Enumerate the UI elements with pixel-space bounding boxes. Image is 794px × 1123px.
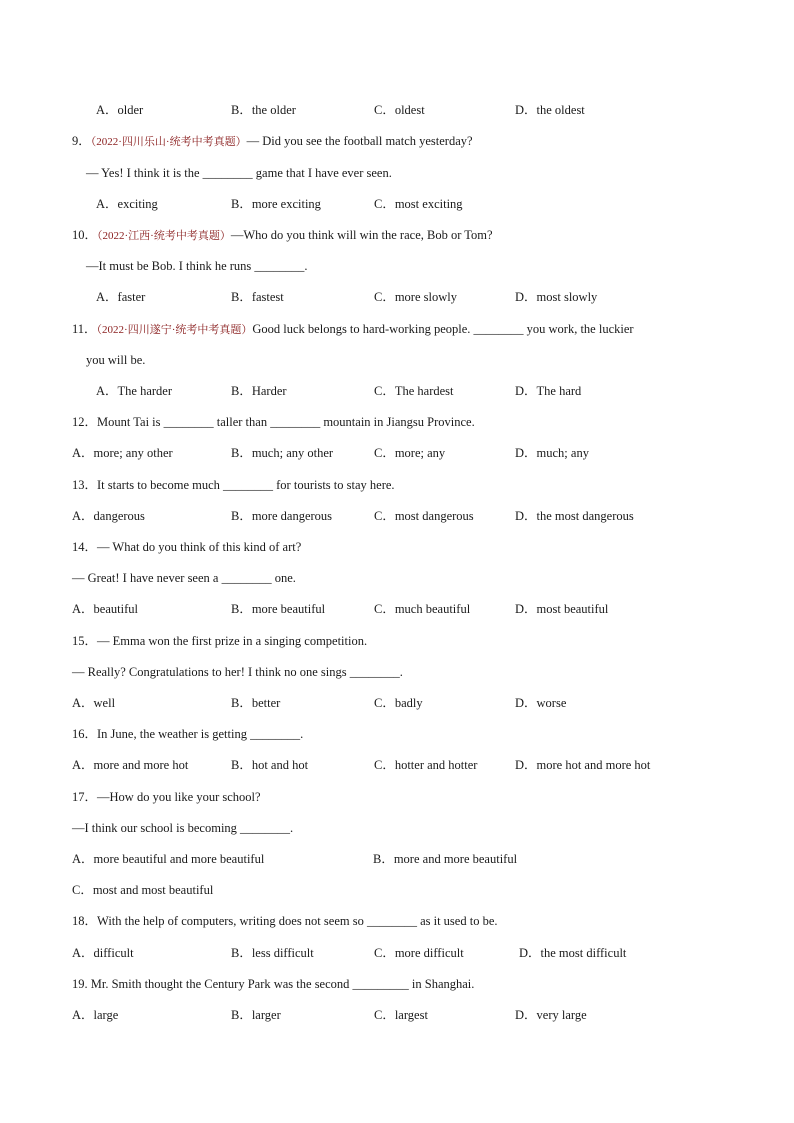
question-source: （2022·四川遂宁·统考中考真题） xyxy=(96,324,253,336)
option-c: C．more difficult xyxy=(374,946,464,960)
question-stem: In June, the weather is getting ________. xyxy=(97,727,304,741)
question-stem-line2: —It must be Bob. I think he runs ________. xyxy=(86,259,308,273)
question-number: 19. xyxy=(72,977,88,991)
question-stem-line2: you will be. xyxy=(86,353,146,367)
option-a: A．beautiful xyxy=(72,602,138,616)
option-c: C．most exciting xyxy=(374,197,463,211)
question-source: （2022·四川乐山·统考中考真题） xyxy=(90,136,247,148)
option-a: A．faster xyxy=(96,290,146,304)
option-c: C．more; any xyxy=(374,446,446,460)
option-b: B．better xyxy=(231,696,281,710)
question-number: 13． xyxy=(72,478,98,492)
question-stem: —How do you like your school? xyxy=(97,790,261,804)
option-c: C．badly xyxy=(374,696,423,710)
option-a: A．exciting xyxy=(96,197,158,211)
option-a: A．more and more hot xyxy=(72,758,189,772)
option-d: D．much; any xyxy=(515,446,589,460)
question-stem-line2: —I think our school is becoming ________. xyxy=(72,821,294,835)
option-b: B．more beautiful xyxy=(231,602,326,616)
option-d: D．the most difficult xyxy=(519,946,627,960)
question-stem: — Did you see the football match yesterday? xyxy=(246,134,473,148)
option-d: D．most beautiful xyxy=(515,602,609,616)
question-stem: Mr. Smith thought the Century Park was the second _________ in Shanghai. xyxy=(90,977,475,991)
option-c: C．much beautiful xyxy=(374,602,471,616)
question-stem: — What do you think of this kind of art? xyxy=(97,540,302,554)
question-stem: Mount Tai is ________ taller than ________ mountain in Jiangsu Province. xyxy=(97,415,475,429)
question-number: 17． xyxy=(72,790,98,804)
question-stem: With the help of computers, writing does not seem so ________ as it used to be. xyxy=(97,914,498,928)
option-a: A．older xyxy=(96,103,144,117)
option-d: D．the oldest xyxy=(515,103,585,117)
question-number: 10． xyxy=(72,228,98,242)
question-number: 12． xyxy=(72,415,98,429)
question-number: 14． xyxy=(72,540,98,554)
question-number: 16． xyxy=(72,727,98,741)
question-stem: — Emma won the first prize in a singing competition. xyxy=(97,634,368,648)
option-c: C．The hardest xyxy=(374,384,454,398)
option-c: C．most dangerous xyxy=(374,509,474,523)
option-d: D．The hard xyxy=(515,384,582,398)
option-b: B．more dangerous xyxy=(231,509,333,523)
option-c: C．more slowly xyxy=(374,290,457,304)
question-stem-line2: — Really? Congratulations to her! I think no one sings ________. xyxy=(72,665,403,679)
option-c: C．hotter and hotter xyxy=(374,758,478,772)
question-stem: It starts to become much ________ for tourists to stay here. xyxy=(97,478,395,492)
question-number: 9． xyxy=(72,134,91,148)
question-number: 18． xyxy=(72,914,98,928)
option-d: D．very large xyxy=(515,1008,587,1022)
option-b: B．much; any other xyxy=(231,446,334,460)
question-stem-line2: — Yes! I think it is the ________ game that I have ever seen. xyxy=(86,166,392,180)
option-b: B．hot and hot xyxy=(231,758,309,772)
option-d: D．worse xyxy=(515,696,567,710)
option-c: C．most and most beautiful xyxy=(72,883,214,897)
question-number: 15． xyxy=(72,634,98,648)
option-b: B．more and more beautiful xyxy=(373,852,518,866)
option-c: C．largest xyxy=(374,1008,428,1022)
option-b: B．fastest xyxy=(231,290,284,304)
option-a: A．large xyxy=(72,1008,119,1022)
option-d: D．the most dangerous xyxy=(515,509,634,523)
option-c: C．oldest xyxy=(374,103,425,117)
question-stem-line2: — Great! I have never seen a ________ one. xyxy=(72,571,296,585)
question-source: （2022·江西·统考中考真题） xyxy=(97,230,231,242)
option-b: B．less difficult xyxy=(231,946,314,960)
option-a: A．dangerous xyxy=(72,509,145,523)
option-a: A．The harder xyxy=(96,384,173,398)
option-a: A．well xyxy=(72,696,116,710)
option-b: B．the older xyxy=(231,103,296,117)
question-stem: Good luck belongs to hard-working people. ________ you work, the luckier xyxy=(252,322,634,336)
option-d: D．more hot and more hot xyxy=(515,758,651,772)
option-b: B．larger xyxy=(231,1008,281,1022)
option-b: B．more exciting xyxy=(231,197,321,211)
option-a: A．difficult xyxy=(72,946,134,960)
question-stem: —Who do you think will win the race, Bob or Tom? xyxy=(230,228,493,242)
option-a: A．more; any other xyxy=(72,446,173,460)
question-number: 11． xyxy=(72,322,97,336)
option-b: B．Harder xyxy=(231,384,287,398)
option-a: A．more beautiful and more beautiful xyxy=(72,852,265,866)
option-d: D．most slowly xyxy=(515,290,598,304)
